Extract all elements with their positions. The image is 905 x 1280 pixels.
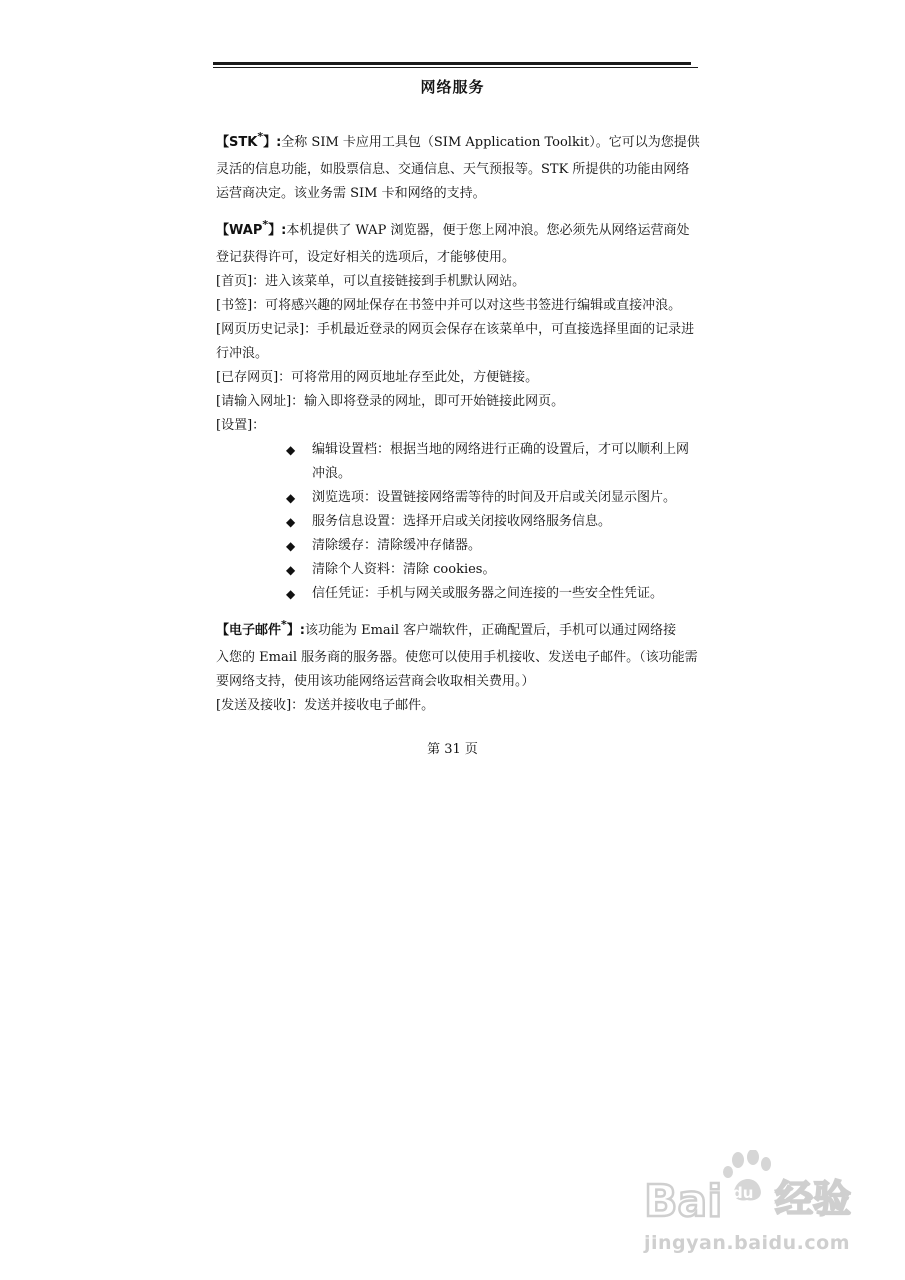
- stk-section: [216, 128, 700, 206]
- wap-item-saved-pages: [已存网页]：可将常用的网页地址存至此处，方便链接。: [216, 370, 539, 385]
- stk-line1: 全称 SIM 卡应用工具包（SIM Application Toolkit）。它可以为您提供: [281, 135, 700, 150]
- diamond-bullet-icon: ◆: [286, 515, 296, 529]
- spacer: [216, 206, 700, 216]
- page-content: [216, 128, 700, 718]
- diamond-bullet-icon: ◆: [286, 563, 296, 577]
- wap-line1: 本机提供了 WAP 浏览器，便于您上网冲浪。您必须先从网络运营商处: [286, 223, 690, 238]
- spacer: [216, 606, 700, 616]
- wap-settings-list: [216, 438, 700, 606]
- list-item: [286, 582, 700, 606]
- diamond-bullet-icon: ◆: [286, 587, 296, 601]
- wap-tag-open: 【WAP: [216, 223, 263, 238]
- stk-tag-star: *: [257, 130, 264, 143]
- wap-item-settings: [设置]：: [216, 418, 266, 433]
- email-first-line: [216, 616, 700, 646]
- svg-text:Bai: Bai: [644, 1176, 723, 1227]
- page-number: 第 31 页: [427, 742, 478, 757]
- watermark-url: jingyan.baidu.com: [644, 1232, 850, 1254]
- setting-trusted-certificates: 信任凭证：手机与网关或服务器之间连接的一些安全性凭证。: [312, 586, 664, 601]
- wap-item-enter-url: [请输入网址]：输入即将登录的网址，即可开始链接此网页。: [216, 394, 565, 409]
- wap-item-home: [首页]：进入该菜单，可以直接链接到手机默认网站。: [216, 274, 526, 289]
- svg-text:du: du: [732, 1184, 754, 1202]
- email-tag-close: 】:: [286, 623, 305, 638]
- setting-clear-personal-data: 清除个人资料：清除 cookies。: [312, 562, 496, 577]
- wap-item-bookmarks: [书签]：可将感兴趣的网址保存在书签中并可以对这些书签进行编辑或直接冲浪。: [216, 298, 682, 313]
- list-item: [286, 510, 700, 534]
- wap-first-line: [216, 216, 700, 246]
- wap-body: 登记获得许可，设定好相关的选项后，才能够使用。: [216, 250, 516, 265]
- setting-service-messages: 服务信息设置：选择开启或关闭接收网络服务信息。: [312, 514, 612, 529]
- setting-browse-options: 浏览选项：设置链接网络需等待的时间及开启或关闭显示图片。: [312, 490, 677, 505]
- stk-tag-close: 】:: [263, 135, 282, 150]
- list-item: [286, 486, 700, 510]
- wap-heading: [216, 218, 287, 238]
- wap-item-history: [网页历史记录]：手机最近登录的网页会保存在该菜单中，可直接选择里面的记录进行冲浪。: [216, 322, 695, 361]
- page-header-title: 网络服务: [420, 78, 485, 96]
- diamond-bullet-icon: ◆: [286, 491, 296, 505]
- email-item-send-receive: [发送及接收]：发送并接收电子邮件。: [216, 698, 435, 713]
- email-line1: 该功能为 Email 客户端软件，正确配置后，手机可以通过网络接: [304, 623, 677, 638]
- email-heading: [216, 618, 305, 638]
- list-item: [286, 534, 700, 558]
- wap-section: [216, 216, 700, 606]
- baidu-jingyan-watermark: [640, 1150, 870, 1260]
- diamond-bullet-icon: ◆: [286, 539, 296, 553]
- email-tag-star: *: [281, 618, 287, 631]
- email-body: 入您的 Email 服务商的服务器。使您可以使用手机接收、发送电子邮件。（该功能需要网络支持，使用该功能网络运营商会收取相关费用。）: [216, 650, 698, 689]
- email-section: [216, 616, 700, 718]
- list-item: [286, 438, 700, 486]
- setting-edit-profile: 编辑设置档：根据当地的网络进行正确的设置后，才可以顺利上网冲浪。: [312, 442, 690, 481]
- header-rule-thick: [213, 62, 691, 65]
- stk-tag-open: 【STK: [216, 135, 258, 150]
- header-rule-thin: [213, 67, 698, 68]
- wap-tag-close: 】:: [268, 223, 287, 238]
- stk-body: 灵活的信息功能，如股票信息、交通信息、天气预报等。STK 所提供的功能由网络运营商决定。该业务需 SIM 卡和网络的支持。: [216, 162, 690, 201]
- email-tag-open: 【电子邮件: [216, 623, 282, 638]
- diamond-bullet-icon: ◆: [286, 443, 296, 457]
- list-item: [286, 558, 700, 582]
- wap-tag-star: *: [262, 218, 269, 231]
- svg-text:经验: 经验: [775, 1177, 852, 1221]
- baidu-jingyan-logo: [640, 1150, 870, 1230]
- stk-heading: [216, 130, 282, 150]
- stk-first-line: [216, 128, 700, 158]
- setting-clear-cache: 清除缓存：清除缓冲存储器。: [312, 538, 482, 553]
